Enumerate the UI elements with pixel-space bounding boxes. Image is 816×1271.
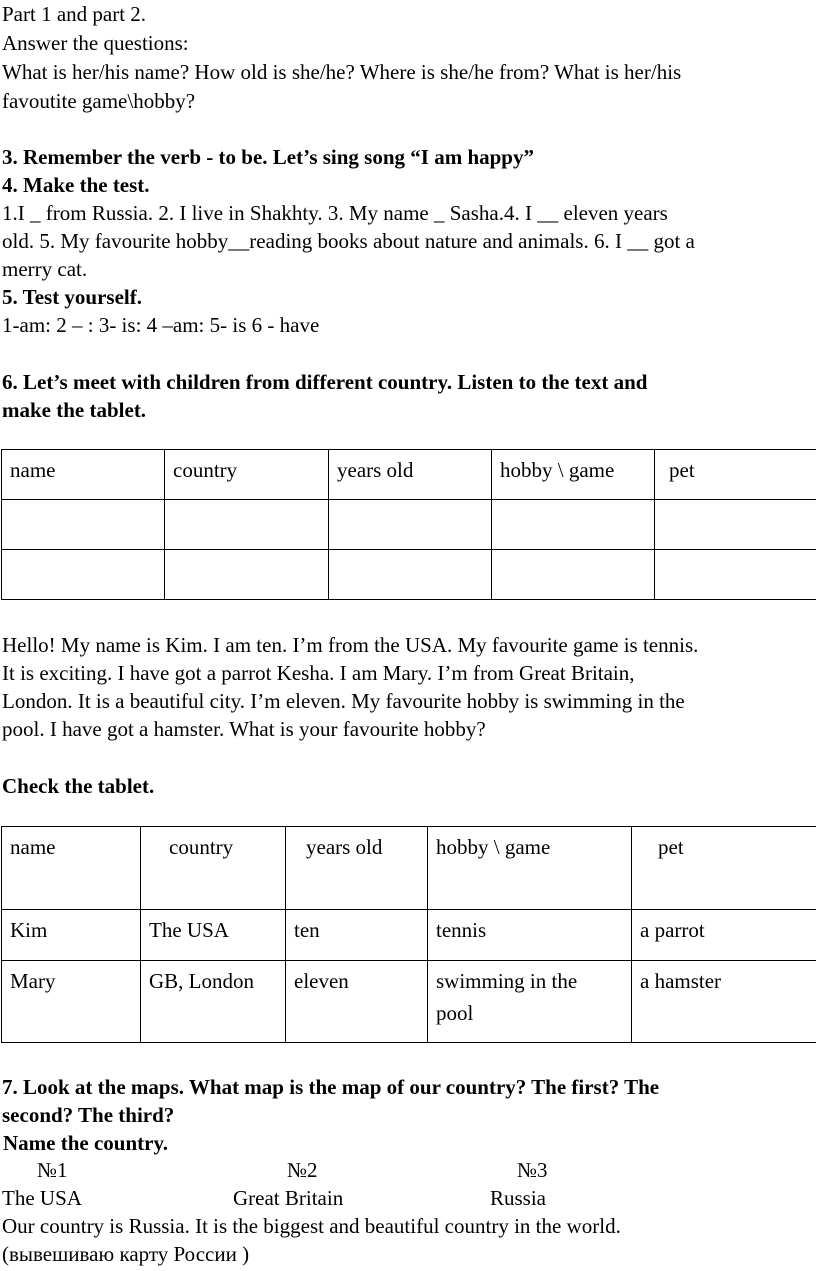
- empty-cell: [492, 500, 655, 550]
- empty-cell: [492, 550, 655, 600]
- header-cell-name: name: [2, 450, 165, 500]
- cell-hobby: swimming in the pool: [428, 961, 632, 1043]
- table-header-row: [2, 827, 816, 910]
- intro-line-4: favoutite game\hobby?: [2, 89, 196, 113]
- task5-answers: 1-am: 2 – : 3- is: 4 –am: 5- is 6 - have: [2, 313, 320, 337]
- empty-cell: [165, 550, 329, 600]
- empty-cell: [655, 500, 816, 550]
- blank-table: [1, 449, 816, 600]
- table-row: [2, 500, 816, 550]
- task3-title: 3. Remember the verb - to be. Let’s sing song “I am happy”: [2, 145, 534, 169]
- header-cell-pet: pet: [632, 827, 816, 910]
- task7-title-line-1: 7. Look at the maps. What map is the map of our country? The first? The: [2, 1075, 660, 1099]
- header-cell-pet: pet: [655, 450, 816, 500]
- check-table: [1, 826, 816, 1043]
- task4-title: 4. Make the test.: [2, 173, 150, 197]
- cell-country: The USA: [141, 910, 286, 961]
- cell-name: Mary: [2, 961, 141, 1043]
- task6-title-line-2: make the tablet.: [2, 398, 147, 422]
- cell-country: GB, London: [141, 961, 286, 1043]
- task7-title-line-2: second? The third?: [2, 1103, 175, 1127]
- teacher-note: (вывешиваю карту России ): [2, 1242, 250, 1266]
- header-cell-country: country: [141, 827, 286, 910]
- header-cell-name: name: [2, 827, 141, 910]
- task4-line-1: 1.I _ from Russia. 2. I live in Shakhty. 3. My name _ Sasha.4. I __ eleven years: [2, 201, 668, 225]
- map-country-1: The USA: [2, 1186, 82, 1210]
- cell-name: Kim: [2, 910, 141, 961]
- header-cell-hobby: hobby \ game: [428, 827, 632, 910]
- intro-line-2: Answer the questions:: [2, 31, 189, 55]
- header-cell-hobby: hobby \ game: [492, 450, 655, 500]
- story-line-4: pool. I have got a hamster. What is your favourite hobby?: [2, 717, 486, 741]
- task6-title-line-1: 6. Let’s meet with children from different country. Listen to the text and: [2, 370, 648, 394]
- header-cell-years-old: years old: [329, 450, 492, 500]
- cell-pet: a hamster: [632, 961, 816, 1043]
- table-row: [2, 910, 816, 961]
- map-number-1: №1: [37, 1158, 68, 1182]
- story-line-1: Hello! My name is Kim. I am ten. I’m from the USA. My favourite game is tennis.: [2, 633, 699, 657]
- empty-cell: [2, 500, 165, 550]
- conclusion: Our country is Russia. It is the biggest and beautiful country in the world.: [2, 1214, 621, 1238]
- task5-title: 5. Test yourself.: [2, 285, 143, 309]
- cell-pet: a parrot: [632, 910, 816, 961]
- intro-line-1: Part 1 and part 2.: [2, 2, 147, 26]
- empty-cell: [329, 500, 492, 550]
- map-country-3: Russia: [490, 1186, 547, 1210]
- table-header-row: [2, 450, 816, 500]
- cell-years-old: ten: [286, 910, 428, 961]
- table-row: [2, 550, 816, 600]
- map-country-2: Great Britain: [233, 1186, 344, 1210]
- story-line-3: London. It is a beautiful city. I’m eleven. My favourite hobby is swimming in the: [2, 689, 685, 713]
- empty-cell: [655, 550, 816, 600]
- cell-hobby: tennis: [428, 910, 632, 961]
- header-cell-country: country: [165, 450, 329, 500]
- task4-line-2: old. 5. My favourite hobby__reading books about nature and animals. 6. I __ got a: [2, 229, 695, 253]
- intro-line-3: What is her/his name? How old is she/he? Where is she/he from? What is her/his: [2, 60, 682, 84]
- map-number-2: №2: [287, 1158, 318, 1182]
- cell-years-old: eleven: [286, 961, 428, 1043]
- task7-subtitle: Name the country.: [3, 1131, 169, 1155]
- table-row: [2, 961, 816, 1043]
- empty-cell: [2, 550, 165, 600]
- map-number-3: №3: [517, 1158, 548, 1182]
- empty-cell: [329, 550, 492, 600]
- story-line-2: It is exciting. I have got a parrot Kesha. I am Mary. I’m from Great Britain,: [2, 661, 635, 685]
- empty-cell: [165, 500, 329, 550]
- header-cell-years-old: years old: [286, 827, 428, 910]
- task4-line-3: merry cat.: [2, 257, 88, 281]
- check-title: Check the tablet.: [2, 774, 155, 798]
